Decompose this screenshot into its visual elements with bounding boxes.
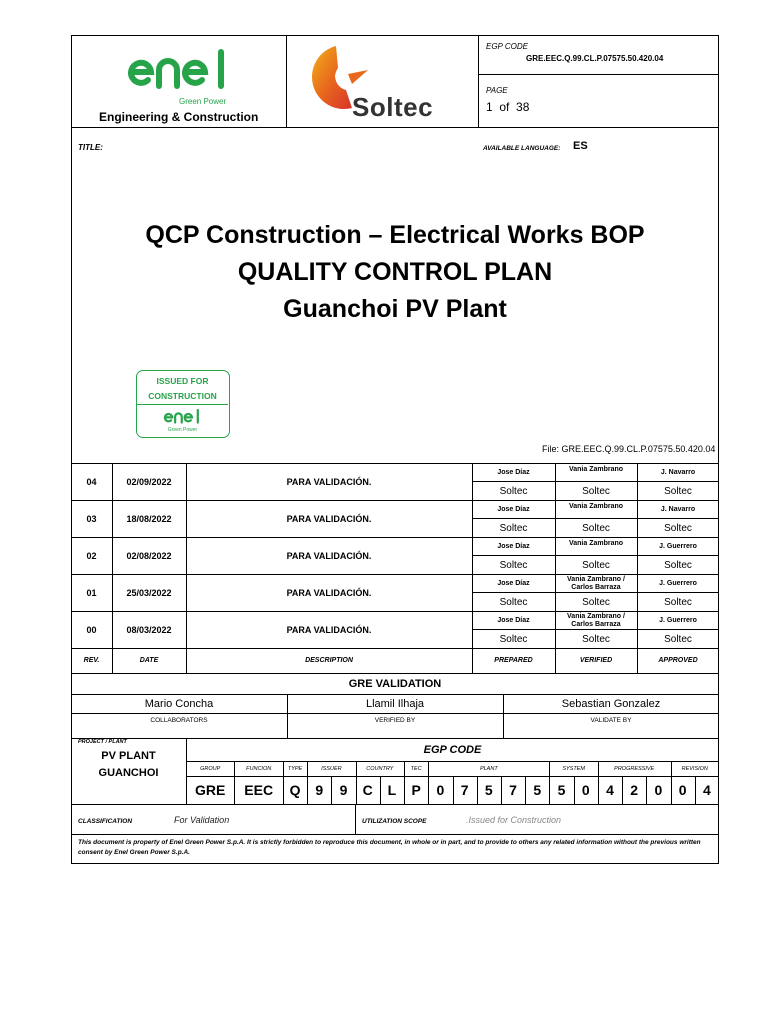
rev-date: 08/03/2022 — [126, 624, 172, 635]
classification-bottom — [71, 834, 719, 835]
rev-prepared: Jose Díaz — [497, 468, 530, 476]
title-label: TITLE: — [78, 143, 103, 152]
rev-date: 02/09/2022 — [126, 476, 172, 487]
project-name-line2: GUANCHOI — [98, 767, 159, 779]
header-divider-v1 — [286, 35, 287, 127]
code-group-divider — [404, 762, 405, 776]
code-char-cell: 7 — [460, 782, 469, 798]
disclaimer: This document is property of Enel Green Power S.p.A. It is strictly forbidden to reproduce this document, in whole or in part, and to provide to others any related information without the previous written consent by Enel Green Power S.p.A. — [78, 839, 701, 856]
validate-by-label: VALIDATE BY — [590, 716, 632, 724]
rev-number: 04 — [86, 476, 97, 487]
rev-approved-company: Soltec — [664, 485, 692, 497]
rev-header-verified: VERIFIED — [579, 657, 613, 664]
file-reference: File: GRE.EEC.Q.99.CL.P.07575.50.420.04 — [542, 444, 716, 454]
code-group-label: PROGRESSIVE — [614, 765, 655, 772]
rev-verified-company: Soltec — [582, 633, 610, 645]
utilization-scope-label: UTILIZATION SCOPE — [362, 818, 427, 825]
rev-prepared-company: Soltec — [499, 485, 528, 497]
header-divider — [71, 127, 719, 128]
code-char-cell: L — [387, 782, 397, 798]
rev-description: PARA VALIDACIÓN. — [286, 513, 372, 524]
code-char-cell: EEC — [244, 782, 274, 798]
stamp-enel-logo-icon — [162, 408, 204, 426]
code-cell-divider — [525, 776, 526, 804]
rev-number: 00 — [86, 624, 97, 635]
egp-code-value: GRE.EEC.Q.99.CL.P.07575.50.420.04 — [526, 54, 664, 63]
code-char-cell: 2 — [630, 782, 639, 798]
utilization-scope-value: .Issued for Construction — [466, 815, 562, 825]
code-char-cell: 4 — [606, 782, 614, 798]
classification-divider — [355, 804, 356, 834]
code-char-cell: 0 — [678, 782, 687, 798]
classification-value: For Validation — [174, 815, 230, 825]
project-plant-label: PROJECT / PLANT — [78, 739, 127, 745]
rev-number: 03 — [86, 513, 97, 524]
validate-by-name: Sebastian Gonzalez — [561, 698, 661, 710]
page-label: PAGE — [486, 86, 508, 95]
rev-verified-company: Soltec — [582, 596, 610, 608]
code-char-cell: 9 — [315, 782, 324, 798]
code-char-cell: 0 — [654, 782, 663, 798]
rev-description: PARA VALIDACIÓN. — [286, 587, 372, 598]
verified-by-label: VERIFIED BY — [374, 716, 416, 724]
code-group-label: TYPE — [287, 765, 303, 772]
code-cell-divider — [307, 776, 308, 804]
code-cell-divider — [549, 776, 550, 804]
document-title-line2: QUALITY CONTROL PLAN — [237, 257, 553, 286]
code-char-cell: 0 — [581, 782, 590, 798]
issued-for-construction-stamp — [136, 370, 230, 438]
language-label: AVAILABLE LANGUAGE: — [483, 145, 561, 152]
gre-validation-title: GRE VALIDATION — [348, 678, 442, 690]
rev-verified: Vania Zambrano — [568, 539, 624, 547]
code-cell-divider — [234, 776, 235, 804]
rev-approved: J. Navarro — [660, 505, 696, 513]
code-group-divider — [307, 762, 308, 776]
rev-verified: Vania Zambrano — [568, 465, 624, 473]
code-group-divider — [428, 762, 429, 776]
validation-bottom — [71, 738, 719, 739]
code-cell-divider — [283, 776, 284, 804]
code-group-divider — [671, 762, 672, 776]
code-char-cell: 5 — [484, 782, 493, 798]
code-char-cell: 9 — [339, 782, 348, 798]
code-cell-divider — [356, 776, 357, 804]
code-cell-divider — [380, 776, 381, 804]
rev-approved: J. Guerrero — [659, 542, 697, 550]
rev-description: PARA VALIDACIÓN. — [286, 476, 372, 487]
rev-prepared: Jose Díaz — [497, 616, 530, 624]
code-cell-divider — [574, 776, 575, 804]
code-group-label: REVISION — [681, 765, 708, 772]
code-group-label: ISSUER — [321, 765, 342, 772]
code-cell-divider — [646, 776, 647, 804]
code-cell-divider — [501, 776, 502, 804]
document-title-line3: Guanchoi PV Plant — [283, 294, 507, 323]
code-char-cell: 5 — [557, 782, 566, 798]
rev-verified: Vania Zambrano / Carlos Barraza — [567, 612, 625, 628]
code-group-label: SYSTEM — [562, 765, 585, 772]
rev-verified-company: Soltec — [582, 485, 610, 497]
rev-description: PARA VALIDACIÓN. — [286, 624, 372, 635]
enel-sub: Green Power — [179, 97, 227, 106]
division-name: Engineering & Construction — [99, 110, 259, 124]
rev-prepared-company: Soltec — [499, 559, 528, 571]
code-group-label: FUNCION — [246, 765, 272, 772]
code-group-divider — [234, 762, 235, 776]
code-cell-divider — [428, 776, 429, 804]
rev-approved-company: Soltec — [664, 633, 692, 645]
code-cell-divider — [622, 776, 623, 804]
code-char-cell: P — [411, 782, 421, 798]
code-cell-divider — [695, 776, 696, 804]
stamp-enel-sub: Green Power — [167, 427, 198, 433]
rev-verified-company: Soltec — [582, 559, 610, 571]
code-label-divider — [186, 776, 719, 777]
rev-date: 02/08/2022 — [126, 550, 172, 561]
rev-header-rev: REV. — [83, 657, 100, 664]
rev-verified: Vania Zambrano / Carlos Barraza — [567, 575, 625, 591]
rev-prepared-company: Soltec — [499, 596, 528, 608]
code-group-label: PLANT — [479, 765, 498, 772]
enel-logo-icon — [123, 48, 238, 94]
rev-approved-company: Soltec — [664, 522, 692, 534]
code-char-cell: 5 — [533, 782, 542, 798]
project-bottom — [71, 804, 719, 805]
project-name-line1: PV PLANT — [101, 750, 156, 762]
rev-header-date: DATE — [139, 657, 159, 664]
stamp-line2: CONSTRUCTION — [148, 391, 217, 401]
code-cell-divider — [331, 776, 332, 804]
rev-verified-company: Soltec — [582, 522, 610, 534]
rev-approved: J. Guerrero — [659, 579, 697, 587]
rev-header-approved: APPROVED — [658, 657, 698, 664]
rev-date: 25/03/2022 — [126, 587, 172, 598]
code-group-label: COUNTRY — [366, 765, 394, 772]
rev-approved: J. Guerrero — [659, 616, 697, 624]
collaborators-name: Mario Concha — [144, 698, 214, 710]
egp-code-label: EGP CODE — [486, 42, 528, 51]
rev-description: PARA VALIDACIÓN. — [286, 550, 372, 561]
egp-code-title: EGP CODE — [423, 744, 482, 756]
code-group-label: TEC — [410, 765, 422, 772]
code-char-cell: Q — [289, 782, 301, 798]
code-cell-divider — [477, 776, 478, 804]
document-title-line1: QCP Construction – Electrical Works BOP — [145, 220, 645, 249]
verified-by-name: Llamil Ilhaja — [365, 698, 425, 710]
code-char-cell: 4 — [702, 782, 711, 798]
code-group-divider — [283, 762, 284, 776]
classification-label: CLASSIFICATION — [78, 818, 133, 825]
rev-approved: J. Navarro — [660, 468, 696, 476]
rev-prepared-company: Soltec — [499, 633, 528, 645]
code-group-label: GROUP — [200, 765, 221, 772]
header-divider-v2 — [478, 35, 479, 127]
code-cell-divider — [404, 776, 405, 804]
rev-verified: Vania Zambrano — [568, 502, 624, 510]
code-cell-divider — [598, 776, 599, 804]
code-char-cell: C — [362, 782, 373, 798]
header-divider-h — [478, 74, 719, 75]
language-value: ES — [573, 140, 588, 152]
page-number: 1 of 38 — [486, 100, 530, 114]
rev-prepared: Jose Díaz — [497, 505, 530, 513]
code-char-cell: 0 — [436, 782, 445, 798]
stamp-divider — [137, 404, 228, 405]
rev-prepared: Jose Díaz — [497, 579, 530, 587]
rev-number: 02 — [86, 550, 97, 561]
rev-prepared: Jose Díaz — [497, 542, 530, 550]
rev-prepared-company: Soltec — [499, 522, 528, 534]
code-group-divider — [549, 762, 550, 776]
code-group-divider — [356, 762, 357, 776]
code-char-cell: GRE — [195, 782, 226, 798]
rev-approved-company: Soltec — [664, 596, 692, 608]
code-group-divider — [598, 762, 599, 776]
rev-number: 01 — [86, 587, 97, 598]
rev-header-description: DESCRIPTION — [305, 657, 353, 664]
soltec-wordmark: Soltec — [352, 92, 434, 122]
rev-header-prepared: PREPARED — [494, 657, 533, 664]
stamp-line1: ISSUED FOR — [156, 376, 209, 386]
code-cell-divider — [453, 776, 454, 804]
rev-approved-company: Soltec — [664, 559, 692, 571]
rev-date: 18/08/2022 — [126, 513, 172, 524]
code-cell-divider — [671, 776, 672, 804]
code-char-cell: 7 — [509, 782, 517, 798]
collaborators-label: COLLABORATORS — [150, 716, 208, 724]
